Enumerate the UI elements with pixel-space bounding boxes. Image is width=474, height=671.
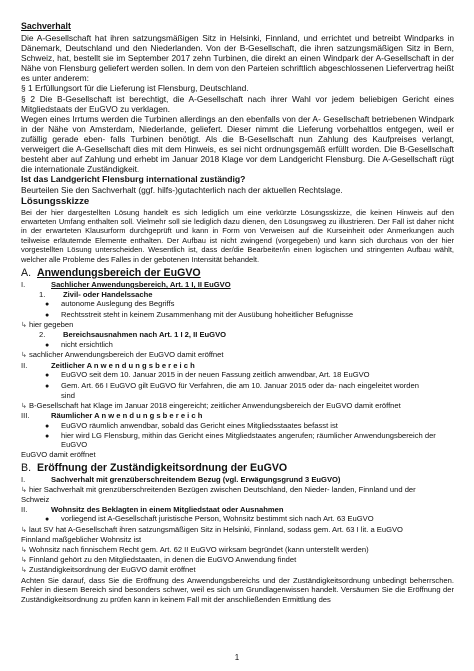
therefore-arrow-icon: ↳ xyxy=(21,526,27,534)
section-heading-sachverhalt: Sachverhalt xyxy=(21,21,71,31)
loesungsskizze-intro: Bei der hier dargestellten Lösung handelt es sich lediglich um eine verkürzte Lösungsskizze, die keinen Hinweis auf den erwarteten Umfang enthalten soll. Vielmehr soll sie lediglich dazu dienen, den Lösungsweg zu illustrieren. Der Fall ist daher nicht in der erwarteten Klausurform durchgeprüft und kann in Form von Verweisen auf die Kurseinheit oder Anmerkungen auch teilweise erläuternde Elemente enthalten. Der Aufbau ist nicht zwingend (vorgegeben) und kann sich durchaus von der hier vorgestellten Lösung unterscheiden. Wesentlich ist, dass der/die Bearbeiter/in einen logischen und stringenten Aufbau wählt, welcher alle Probleme des Falles in der gebotenen Intensität behandelt. xyxy=(21,207,454,264)
bullet-icon: ● xyxy=(45,311,50,319)
question-heading: Ist das Landgericht Flensburg international zuständig? xyxy=(21,174,246,185)
section-b xyxy=(21,461,454,475)
bullet-icon: ● xyxy=(45,516,50,524)
therefore-arrow-icon: ↳ xyxy=(21,322,27,330)
therefore-arrow-icon: ↳ xyxy=(21,567,27,575)
therefore-arrow-icon: ↳ xyxy=(21,352,27,360)
section-b-title: Eröffnung der Zuständigkeitsordnung der EuGVO xyxy=(37,462,288,475)
section-a-iii: III. Räumlicher A n w e n d u n g s b e r e i c h xyxy=(21,411,203,421)
section-a-title: Anwendungsbereich der EuGVO xyxy=(37,267,201,280)
bullet-icon: ● xyxy=(45,422,50,430)
paragraph-sachverhalt-3: § 2 Die B-Gesellschaft ist berechtigt, die A-Gesellschaft nach ihrer Wahl vor jedem beliebigen Gericht eines Mitgliedstaats der EuGVO zu verklagen. xyxy=(21,93,454,114)
conclusion-line: ↳ hier Sachverhalt mit grenzüberschreitenden Bezügen zwischen Deutschland, den Nieder- landen, Finnland und der xyxy=(21,484,416,494)
conclusion-line: ↳ Zuständigkeitsordnung der EuGVO damit eröffnet xyxy=(21,565,196,575)
bullet-item: ● autonome Auslegung des Begriffs xyxy=(45,299,175,309)
therefore-arrow-icon: ↳ xyxy=(21,486,27,494)
section-b-i: I. Sachverhalt mit grenzüberschreitendem Bezug (vgl. Erwägungsgrund 3 EuGVO) xyxy=(21,475,341,485)
section-a-i-2: 2. Bereichsausnahmen nach Art. 1 I 2, II EuGVO xyxy=(39,330,227,340)
therefore-arrow-icon: ↳ xyxy=(21,402,27,410)
loesungsskizze-heading: Lösungsskizze xyxy=(21,195,90,207)
bullet-item: ● EuGVO seit dem 10. Januar 2015 in der neuen Fassung zeitlich anwendbar, Art. 18 EuGVO xyxy=(45,370,370,380)
continuation-line: Finnland maßgeblicher Wohnsitz ist xyxy=(21,535,142,545)
conclusion-line: ↳ laut SV hat A-Gesellschaft ihren satzungsmäßigen Sitz in Helsinki, Finnland, sodass gem. Art. 63 I lit. a EuGVO xyxy=(21,524,403,534)
bullet-item: ● vorliegend ist A-Gesellschaft juristische Person, Wohnsitz bestimmt sich nach Art. 63 EuGVO xyxy=(45,514,374,524)
therefore-arrow-icon: ↳ xyxy=(21,546,27,554)
therefore-arrow-icon: ↳ xyxy=(21,556,27,564)
continuation-line: EuGVO damit eröffnet xyxy=(21,449,96,459)
section-b-number: B. xyxy=(21,462,32,475)
paragraph-sachverhalt-4: Wegen eines Irrtums werden die Turbinen allerdings an den ebenfalls von der A- Gesellschaft betriebenen Windpark in der Nähe von Amsterdam, Niederlande, geliefert. Dieser nimmt die Lieferung vorbehaltlos entgegen, weil er zufällig gerade eben- falls Turbinen benötigt. Als die B-Gesellschaft nun Zahlung des Kaufpreises verlangt, verweigert die A-Gesellschaft dies mit dem Hinweis, es sei nicht ordnungsgemäß erfüllt worden. Die B-Gesellschaft besteht aber auf Zahlung und erhebt im Januar 2018 Klage vor dem Landgericht Flensburg. Die A-Gesellschaft rügt die internationale Zuständigkeit. xyxy=(21,113,454,175)
section-a xyxy=(21,266,454,280)
question-text: Beurteilen Sie den Sachverhalt (ggf. hilfs-)gutachterlich nach der aktuellen Rechtslage. xyxy=(21,184,343,195)
bullet-item: ● EuGVO räumlich anwendbar, sobald das Gericht eines Mitgliedsstaates befasst ist xyxy=(45,420,338,430)
closing-paragraph: Achten Sie darauf, dass Sie die Eröffnung des Anwendungsbereichs und der Zuständigkeitsordnung unbedingt beherrschen. Fehler in diesem Bereich sind besonders schwer, weil es sich um Grundlagenwissen handelt. Versäumen Sie die Eröffnung der Zuständigkeitsordnung zu prüfen kann in keinem Fall mit der anschließenden Ermittlung des xyxy=(21,575,454,604)
paragraph-sachverhalt-1: Die A-Gesellschaft hat ihren satzungsmäßigen Sitz in Helsinki, Finnland, und errichtet und betreibt Windparks in Dänemark, Deutschland und den Niederlanden. Von der B-Gesellschaft, die ihren satzungsmäßigen Sitz in Bern, Schweiz, hat, bestellt sie im September 2017 zehn Turbinen, die direkt an einen Windpark der A-Gesellschaft in der Nähe von Flensburg geliefert werden sollen. In dem von den Parteien schriftlich abgeschlossenen Liefervertrag heißt es unter anderem: xyxy=(21,33,454,84)
continuation-line: sind xyxy=(61,391,75,401)
bullet-icon: ● xyxy=(45,342,50,350)
section-a-number: A. xyxy=(21,267,32,280)
bullet-item: ● nicht ersichtlich xyxy=(45,340,113,350)
page-number: 1 xyxy=(234,653,240,662)
bullet-icon: ● xyxy=(45,433,50,441)
bullet-icon: ● xyxy=(45,382,50,390)
conclusion-line: ↳ Finnland gehört zu den Mitgliedstaaten, in denen die EuGVO Anwendung findet xyxy=(21,554,297,564)
conclusion-line: ↳ hier gegeben xyxy=(21,320,74,330)
conclusion-line: ↳ Wohnsitz nach finnischem Recht gem. Art. 62 II EuGVO wirksam begründet (kann unterstellt werden) xyxy=(21,544,369,554)
bullet-item: ● Gem. Art. 66 I EuGVO gilt EuGVO für Verfahren, die am 10. Januar 2015 oder da- nach eingeleitet worden xyxy=(45,380,419,390)
paragraph-sachverhalt-2: § 1 Erfüllungsort für die Lieferung ist Flensburg, Deutschland. xyxy=(21,83,249,94)
conclusion-line: ↳ sachlicher Anwendungsbereich der EuGVO damit eröffnet xyxy=(21,350,224,360)
bullet-item: ● Rechtsstreit steht in keinem Zusammenhang mit der Ausübung hoheitlicher Befugnisse xyxy=(45,309,354,319)
continuation-line: Schweiz xyxy=(21,495,50,505)
conclusion-line: ↳ B-Gesellschaft hat Klage im Januar 2018 eingereicht; zeitlicher Anwendungsbereich der EuGVO damit eröffnet xyxy=(21,400,401,410)
bullet-item: ● hier wird LG Flensburg, mithin das Gericht eines Mitgliedstaates angerufen; räumlicher Anwendungsbereich der EuGVO xyxy=(45,431,436,450)
bullet-icon: ● xyxy=(45,301,50,309)
section-b-ii: II. Wohnsitz des Beklagten in einem Mitgliedstaat oder Ausnahmen xyxy=(21,504,284,514)
section-a-i-1: 1. Zivil- oder Handelssache xyxy=(39,289,153,299)
bullet-icon: ● xyxy=(45,372,50,380)
section-a-ii: II. Zeitlicher A n w e n d u n g s b e r e i c h xyxy=(21,360,195,370)
section-a-i: I. Sachlicher Anwendungsbereich, Art. 1 I, II EuGVO xyxy=(21,280,231,290)
